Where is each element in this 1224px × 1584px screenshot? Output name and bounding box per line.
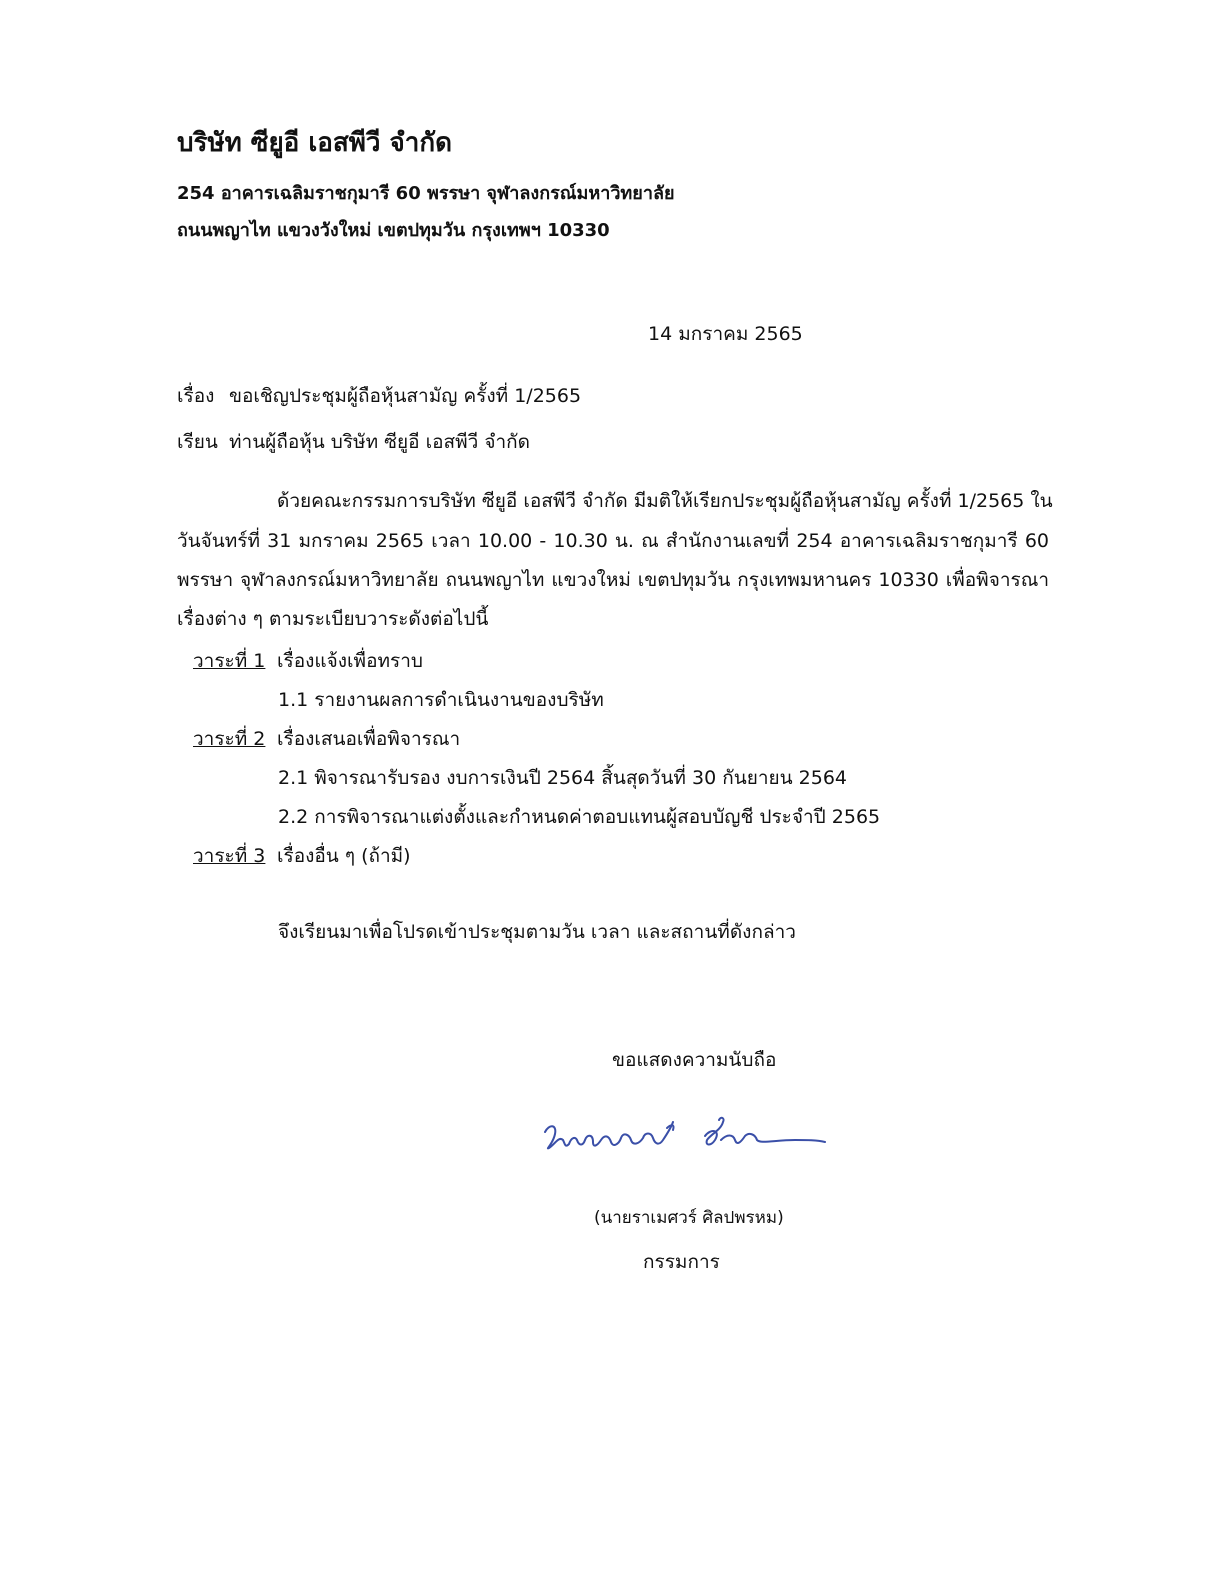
company-address-line-2: ถนนพญาไท แขวงวังใหม่ เขตปทุมวัน กรุงเทพฯ 10330 bbox=[177, 220, 610, 241]
letter-date: 14 มกราคม 2565 bbox=[648, 323, 803, 345]
agenda-item-2 bbox=[193, 724, 460, 754]
agenda-item-3 bbox=[193, 841, 411, 871]
recipient-label: เรียน bbox=[177, 431, 218, 453]
handwritten-signature bbox=[535, 1110, 835, 1170]
subject-label: เรื่อง bbox=[177, 385, 215, 407]
body-line: เรื่องต่าง ๆ ตามระเบียบวาระดังต่อไปนี้ bbox=[177, 608, 489, 630]
company-name: บริษัท ซียูอี เอสพีวี จำกัด bbox=[177, 128, 452, 158]
agenda-title: เรื่องเสนอเพื่อพิจารณา bbox=[277, 728, 461, 750]
body-line: ด้วยคณะกรรมการบริษัท ซียูอี เอสพีวี จำกัด มีมติให้เรียกประชุมผู้ถือหุ้นสามัญ ครั้งที่ 1/2565 ใน bbox=[277, 490, 1053, 512]
agenda-label: วาระที่ 2 bbox=[193, 728, 266, 750]
agenda-subitem: 2.2 การพิจารณาแต่งตั้งและกำหนดค่าตอบแทนผู้สอบบัญชี ประจำปี 2565 bbox=[278, 806, 881, 828]
body-line: พรรษา จุฬาลงกรณ์มหาวิทยาลัย ถนนพญาไท แขวงใหม่ เขตปทุมวัน กรุงเทพมหานคร 10330 เพื่อพิจารณา bbox=[177, 569, 1049, 591]
agenda-label: วาระที่ 1 bbox=[193, 650, 266, 672]
subject-line bbox=[177, 381, 581, 411]
agenda-title: เรื่องอื่น ๆ (ถ้ามี) bbox=[277, 845, 411, 867]
signer-title: กรรมการ bbox=[643, 1251, 720, 1273]
signer-name: (นายราเมศวร์ ศิลปพรหม) bbox=[594, 1208, 784, 1228]
agenda-subitem: 1.1 รายงานผลการดำเนินงานของบริษัท bbox=[278, 689, 604, 711]
agenda-item-1 bbox=[193, 646, 423, 676]
company-address-line-1: 254 อาคารเฉลิมราชกุมารี 60 พรรษา จุฬาลงกรณ์มหาวิทยาลัย bbox=[177, 183, 675, 204]
agenda-subitem: 2.1 พิจารณารับรอง งบการเงินปี 2564 สิ้นสุดวันที่ 30 กันยายน 2564 bbox=[278, 767, 848, 789]
agenda-label: วาระที่ 3 bbox=[193, 845, 266, 867]
subject-text: ขอเชิญประชุมผู้ถือหุ้นสามัญ ครั้งที่ 1/2565 bbox=[229, 385, 582, 407]
recipient-text: ท่านผู้ถือหุ้น บริษัท ซียูอี เอสพีวี จำกัด bbox=[229, 431, 530, 453]
recipient-line bbox=[177, 427, 530, 457]
agenda-title: เรื่องแจ้งเพื่อทราบ bbox=[277, 650, 423, 672]
body-line: วันจันทร์ที่ 31 มกราคม 2565 เวลา 10.00 - 10.30 น. ณ สำนักงานเลขที่ 254 อาคารเฉลิมราชกุมารี 60 bbox=[177, 530, 1049, 552]
complimentary-close: ขอแสดงความนับถือ bbox=[612, 1049, 777, 1071]
closing-sentence: จึงเรียนมาเพื่อโปรดเข้าประชุมตามวัน เวลา และสถานที่ดังกล่าว bbox=[278, 921, 796, 943]
